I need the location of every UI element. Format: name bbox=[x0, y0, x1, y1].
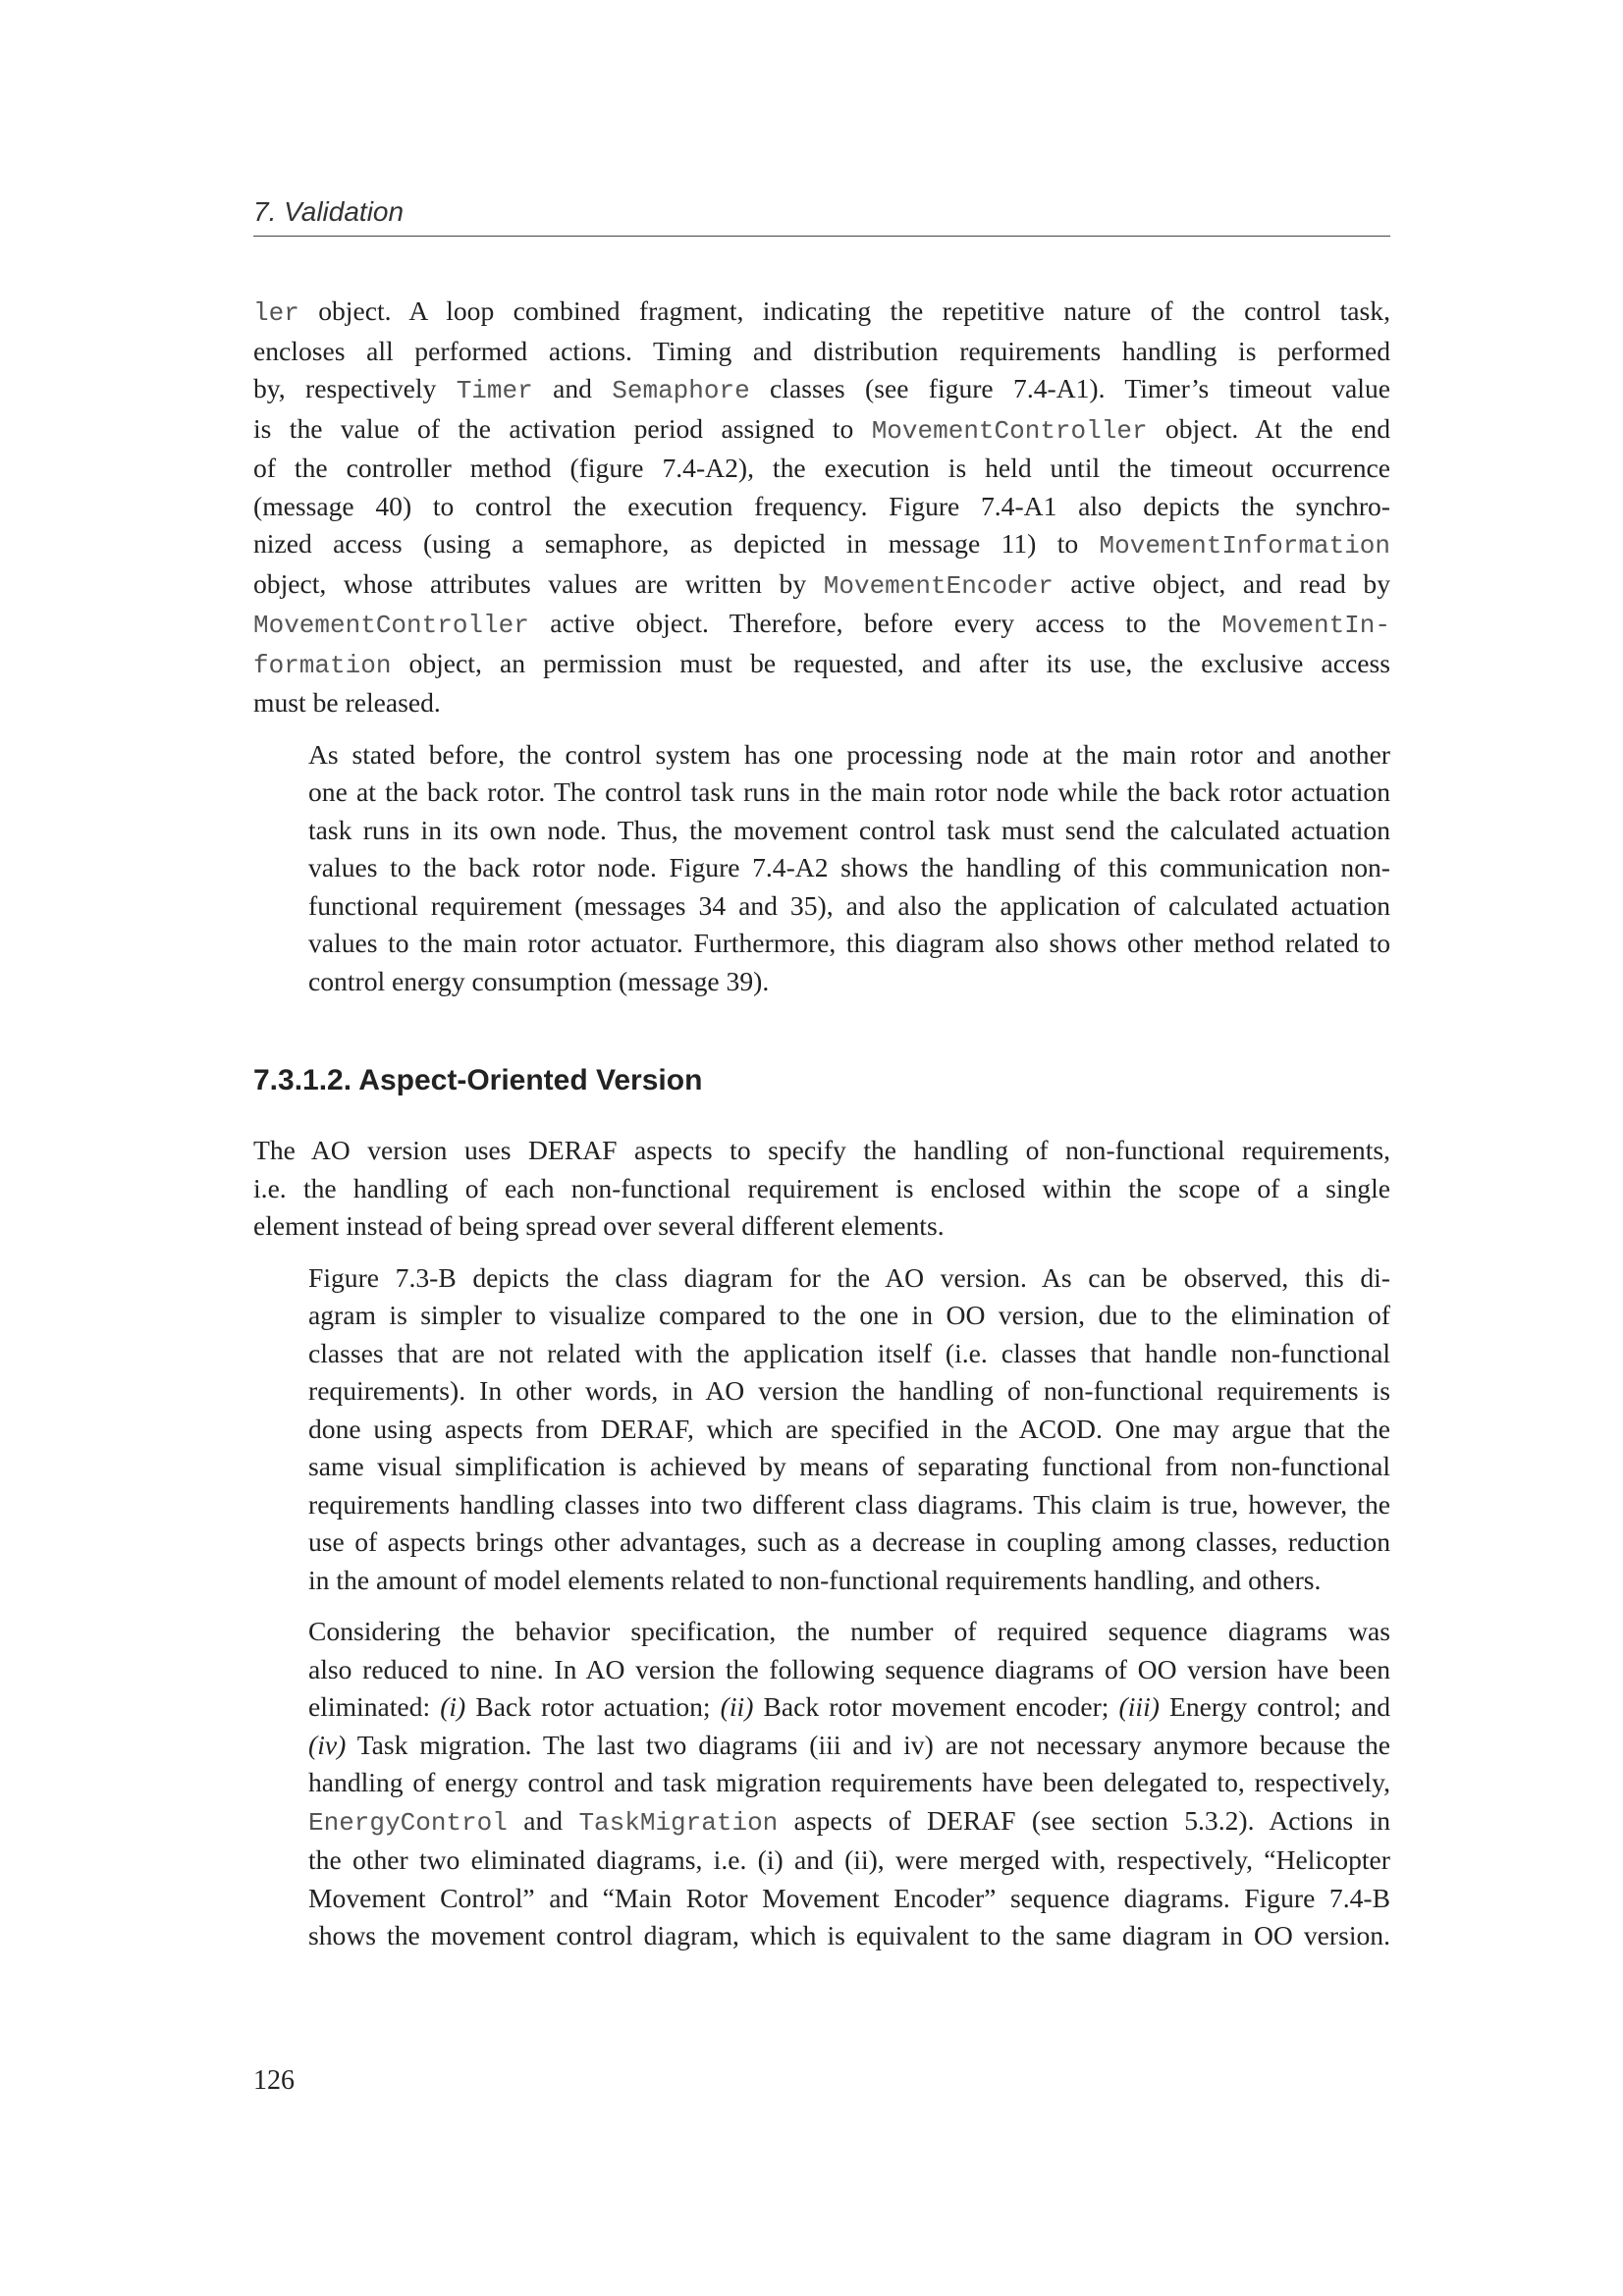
text-line: values to the back rotor node. Figure 7.4-A2 shows the handling of this communication non- bbox=[308, 852, 1390, 882]
text-line: requirements handling classes into two different class diagrams. This claim is true, however, the bbox=[308, 1488, 1390, 1520]
paragraph-3 bbox=[253, 1132, 1390, 1246]
code-ref: Semaphore bbox=[612, 376, 750, 405]
text-line: ler object. A loop combined fragment, indicating the repetitive nature of the control task, bbox=[253, 295, 1390, 328]
page bbox=[253, 0, 1390, 2296]
paragraph-1 bbox=[253, 293, 1390, 722]
paragraph-5 bbox=[253, 1613, 1390, 1955]
text-line: (message 40) to control the execution frequency. Figure 7.4-A1 also depicts the synchro- bbox=[253, 490, 1390, 521]
text-line: must be released. bbox=[253, 687, 441, 718]
text-line: shows the movement control diagram, which is equivalent to the same diagram in OO version. bbox=[308, 1920, 1390, 1950]
code-ref: formation bbox=[253, 650, 392, 680]
text-line: requirements). In other words, in AO version the handling of non-functional requirements is bbox=[308, 1375, 1390, 1406]
text-line: use of aspects brings other advantages, such as a decrease in coupling among classes, reduction bbox=[308, 1526, 1390, 1557]
paragraph-4 bbox=[253, 1259, 1390, 1600]
header-rule bbox=[253, 236, 1390, 237]
text-line: encloses all performed actions. Timing and distribution requirements handling is performed bbox=[253, 335, 1390, 366]
text-line: agram is simpler to visualize compared to the one in OO version, due to the elimination of bbox=[308, 1300, 1390, 1330]
text-line: same visual simplification is achieved by means of separating functional from non-functional bbox=[308, 1451, 1390, 1481]
text-line: As stated before, the control system has one processing node at the main rotor and another bbox=[308, 738, 1390, 770]
code-ref: MovementIn- bbox=[1221, 611, 1390, 640]
text-line: i.e. the handling of each non-functional requirement is enclosed within the scope of a single bbox=[253, 1172, 1390, 1203]
text-line: control energy consumption (message 39). bbox=[308, 965, 770, 996]
text-line: task runs in its own node. Thus, the movement control task must send the calculated actuation bbox=[308, 814, 1390, 845]
code-ref: ler bbox=[253, 298, 299, 328]
main-text bbox=[253, 293, 1390, 1955]
text-line: The AO version uses DERAF aspects to specify the handling of non-functional requirements, bbox=[253, 1135, 1390, 1165]
text-line: Figure 7.3-B depicts the class diagram for the AO version. As can be observed, this di- bbox=[308, 1261, 1390, 1293]
text-line: of the controller method (figure 7.4-A2), the execution is held until the timeout occurrence bbox=[253, 453, 1390, 483]
text-line: values to the main rotor actuator. Furthermore, this diagram also shows other method related to bbox=[308, 928, 1390, 958]
text-line: handling of energy control and task migration requirements have been delegated to, respectively, bbox=[308, 1767, 1390, 1797]
text-line: one at the back rotor. The control task runs in the main rotor node while the back rotor actuation bbox=[308, 776, 1390, 807]
text-line: element instead of being spread over several different elements. bbox=[253, 1210, 945, 1241]
text-line: classes that are not related with the application itself (i.e. classes that handle non-functional bbox=[308, 1337, 1390, 1368]
text-line: is the value of the activation period assigned to MovementController object. At the end bbox=[253, 412, 1390, 446]
text-line: object, whose attributes values are written by MovementEncoder active object, and read by bbox=[253, 567, 1390, 601]
text-line: the other two eliminated diagrams, i.e. (i) and (ii), were merged with, respectively, “Helicopter bbox=[308, 1844, 1390, 1875]
text-line: also reduced to nine. In AO version the following sequence diagrams of OO version have been bbox=[308, 1653, 1390, 1684]
text-line: functional requirement (messages 34 and 35), and also the application of calculated actuation bbox=[308, 889, 1390, 921]
page-number: 126 bbox=[253, 2065, 295, 2096]
code-ref: TaskMigration bbox=[578, 1807, 779, 1838]
code-ref: MovementEncoder bbox=[823, 570, 1054, 601]
section-heading: 7.3.1.2. Aspect-Oriented Version bbox=[253, 1064, 703, 1096]
paragraph-2 bbox=[253, 736, 1390, 1001]
text-line: MovementController active object. Therefore, before every access to the MovementIn- bbox=[253, 608, 1390, 640]
enum-marker: (i) bbox=[440, 1691, 466, 1722]
code-ref: EnergyControl bbox=[308, 1807, 508, 1838]
text-line: done using aspects from DERAF, which are specified in the ACOD. One may argue that the bbox=[308, 1413, 1390, 1444]
text-line: Movement Control” and “Main Rotor Movement Encoder” sequence diagrams. Figure 7.4-B bbox=[308, 1882, 1390, 1913]
code-ref: MovementController bbox=[253, 611, 529, 640]
code-ref: MovementController bbox=[871, 415, 1148, 446]
text-line: by, respectively Timer and Semaphore classes (see figure 7.4-A1). Timer’s timeout value bbox=[253, 373, 1390, 405]
text-line: in the amount of model elements related to non-functional requirements handling, and others. bbox=[308, 1564, 1322, 1595]
text-line: (iv) Task migration. The last two diagrams (iii and iv) are not necessary anymore because the bbox=[308, 1729, 1390, 1760]
text-line: Considering the behavior specification, the number of required sequence diagrams was bbox=[308, 1616, 1390, 1646]
enum-marker: (iii) bbox=[1118, 1691, 1160, 1722]
enum-marker: (iv) bbox=[308, 1729, 347, 1760]
enum-marker: (ii) bbox=[720, 1691, 754, 1722]
text-line: eliminated: (i) Back rotor actuation; (ii) Back rotor movement encoder; (iii) Energy control; and bbox=[308, 1691, 1390, 1722]
code-ref: Timer bbox=[456, 376, 533, 405]
text-line: nized access (using a semaphore, as depicted in message 11) to MovementInformation bbox=[253, 528, 1390, 561]
text-line: formation object, an permission must be requested, and after its use, the exclusive access bbox=[253, 647, 1390, 680]
running-header: 7. Validation bbox=[253, 196, 405, 227]
code-ref: MovementInformation bbox=[1099, 531, 1390, 561]
text-line: EnergyControl and TaskMigration aspects of DERAF (see section 5.3.2). Actions in bbox=[308, 1804, 1390, 1838]
